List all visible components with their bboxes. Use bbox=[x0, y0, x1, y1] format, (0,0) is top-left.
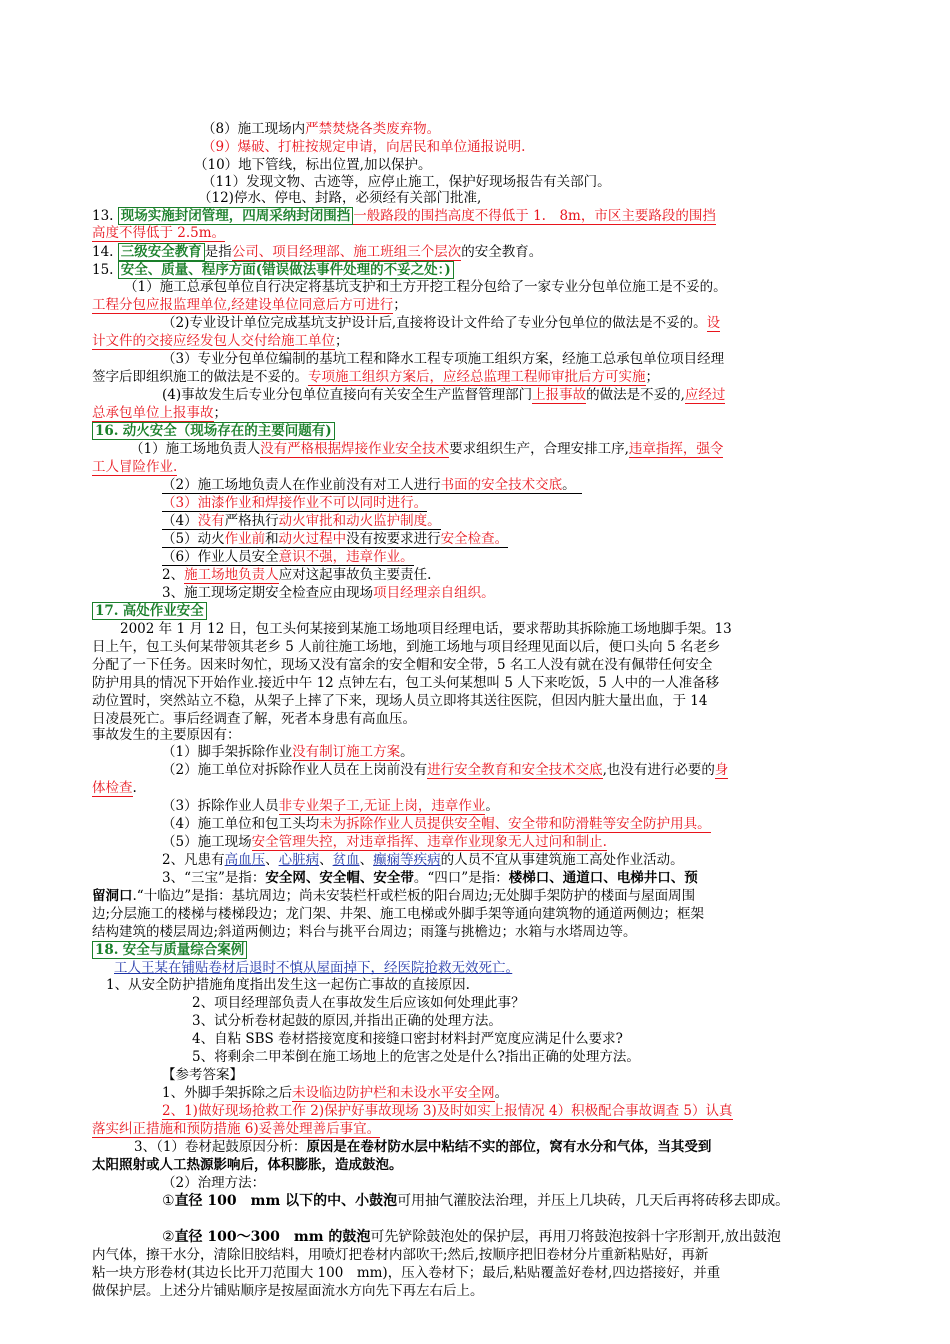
s17-point3-cont-1: 留洞口.“十临边”是指：基坑周边；尚未安装栏杆或栏板的阳台周边;无处脚手架防护的楼面与屋面周围 bbox=[92, 888, 696, 904]
s17-case-1: 2002 年 1 月 12 日，包工头何某接到某施工场地项目经理电话，要求帮助其拆除施工场地脚手架。13 bbox=[120, 621, 732, 637]
s18-method-2: ②直径 100～300 mm 的鼓泡可先铲除鼓泡处的保护层，再用刀将鼓泡按斜十字形割开,放出鼓泡 bbox=[162, 1229, 781, 1245]
s18-a3: 3、（1）卷材起鼓原因分析：原因是在卷材防水层中粘结不实的部位，窝有水分和气体，当其受到 bbox=[134, 1139, 712, 1155]
s18-method-2-cont-1: 内气体，擦干水分，清除旧胶结料，用喷灯把卷材内部吹干;然后,按顺序把旧卷材分片重新粘贴好，再新 bbox=[92, 1247, 709, 1263]
s16-p5: （5）动火作业前和动火过程中没有按要求进行安全检查。 bbox=[162, 531, 509, 547]
s18-a2-cont: 落实纠正措施和预防措施 6)妥善处理善后事宜。 bbox=[92, 1121, 381, 1137]
s17-point3: 3、“三宝”是指：安全网、安全帽、安全带。“四口”是指：楼梯口、通道口、电梯井口、预 bbox=[162, 870, 698, 886]
s18-method-2-cont-3: 做保护层。上述分片铺贴顺序是按屋面流水方向先下再左右后上。 bbox=[92, 1283, 484, 1299]
s18-q1: 1、从安全防护措施角度指出发生这一起伤亡事故的直接原因. bbox=[106, 977, 470, 993]
s15-p2-cont: 计文件的交接应经发包人交付给施工单位； bbox=[92, 333, 349, 349]
s16-point2: 2、施工场地负责人应对这起事故负主要责任. bbox=[162, 567, 432, 583]
s17-point3-cont-3: 结构建筑的楼层周边;斜道两侧边；料台与挑平台周边；雨篷与挑檐边；水箱与水塔周边等。 bbox=[92, 924, 637, 940]
s16-p4: （4）没有严格执行动火审批和动火监护制度。 bbox=[162, 513, 441, 529]
s17-case-3: 分配了一下任务。因来时匆忙，现场又没有富余的安全帽和安全带，5 名工人没有就在没有佩带任何安全 bbox=[92, 657, 713, 673]
s15-p1-cont: 工程分包应报监理单位,经建设单位同意后方可进行； bbox=[92, 297, 407, 313]
item-8: （8）施工现场内严禁焚烧各类废弃物。 bbox=[202, 121, 441, 137]
s18-q4: 4、自粘 SBS 卷材搭接宽度和接缝口密封材料封严宽度应满足什么要求? bbox=[192, 1031, 623, 1047]
s18-a2: 2、1)做好现场抢救工作 2)保护好事故现场 3)及时如实上报情况 4）积极配合事故调查 5）认真 bbox=[162, 1103, 733, 1119]
s18-a3-cont: 太阳照射或人工热源影响后，体积膨胀，造成鼓泡。 bbox=[92, 1157, 403, 1173]
s15-p1: （1）施工总承包单位自行决定将基坑支护和土方开挖工程分包给了一家专业分包单位施工是不妥的。 bbox=[124, 279, 727, 295]
s17-case-5: 动位置时，突然站立不稳，从架子上摔了下来，现场人员立即将其送往医院，但因内脏大量出血，于 14 bbox=[92, 693, 708, 709]
s16-p1-cont: 工人冒险作业. bbox=[92, 459, 178, 475]
item-9: （9）爆破、打桩按规定申请，向居民和单位通报说明. bbox=[202, 139, 526, 155]
s18-case: 工人王某在铺贴卷材后退时不慎从屋面掉下，经医院抢救无效死亡。 bbox=[114, 960, 513, 976]
item-10: （10）地下管线，标出位置,加以保护。 bbox=[194, 157, 432, 173]
s17-case-4: 防护用具的情况下开始作业.接近中午 12 点钟左右，包工头何某想叫 5 人下来吃饭，5 人中的一人准备移 bbox=[92, 675, 720, 691]
s17-point2: 2、凡患有高血压、心脏病、贫血、癫痫等疾病的人员不宜从事建筑施工高处作业活动。 bbox=[162, 852, 684, 868]
section-18: 18. 安全与质量综合案例 bbox=[92, 941, 247, 959]
s18-a1: 1、外脚手架拆除之后未设临边防护栏和未设水平安全网。 bbox=[162, 1085, 509, 1101]
s18-a3-method: （2）治理方法： bbox=[162, 1175, 266, 1191]
item-11: （11）发现文物、古迹等，应停止施工，保护好现场报告有关部门。 bbox=[202, 174, 611, 190]
s16-p6: （6）作业人员安全意识不强，违章作业。 bbox=[162, 549, 414, 565]
section-13-cont: 高度不得低于 2.5m。 bbox=[92, 225, 226, 241]
s18-answer-title: 【参考答案】 bbox=[162, 1067, 243, 1083]
section-13: 13. 现场实施封闭管理，四周采纳封闭围挡 一般路段的围挡高度不得低于 1. 8m，市区主要路段的围挡 bbox=[92, 208, 716, 224]
s17-cause-4: （4）施工单位和包工头均未为拆除作业人员提供安全帽、安全带和防滑鞋等安全防护用具。 bbox=[162, 816, 711, 832]
section-14: 14. 三级安全教育 是指公司、项目经理部、施工班组三个层次的安全教育。 bbox=[92, 244, 543, 260]
s18-method-1: ①直径 100 mm 以下的中、小鼓泡可用抽气灌胶法治理，并压上几块砖，几天后再将砖移去即成。 bbox=[162, 1193, 790, 1209]
s15-p4: (4)事故发生后专业分包单位直接向有关安全生产监督管理部门上报事故的做法是不妥的,应经过 bbox=[162, 387, 726, 403]
section-15: 15. 安全、质量、程序方面(错误做法事件处理的不妥之处：) bbox=[92, 261, 454, 279]
s15-p4-cont: 总承包单位上报事故； bbox=[92, 405, 227, 421]
s16-p2: （2）施工场地负责人在作业前没有对工人进行书面的安全技术交底。 bbox=[162, 476, 582, 494]
s18-method-2-cont-2: 粘一块方形卷材(其边长比开刀范围大 100 mm)，压入卷材下；最后,粘贴覆盖好卷材,四边搭接好，并重 bbox=[92, 1265, 721, 1281]
s17-case-6: 日凌晨死亡。事后经调查了解，死者本身患有高血压。 bbox=[92, 711, 416, 727]
s15-p3-cont: 签字后即组织施工的做法是不妥的。专项施工组织方案后，应经总监理工程师审批后方可实施； bbox=[92, 369, 659, 385]
item-12: （12)停水、停电、封路，必须经有关部门批准, bbox=[198, 190, 482, 206]
s17-cause-5: （5）施工现场安全管理失控，对违章指挥、违章作业现象无人过问和制止. bbox=[162, 834, 607, 850]
s17-point3-cont-2: 边;分层施工的楼梯与楼梯段边；龙门架、井架、施工电梯或外脚手架等通向建筑物的通道两侧边；框架 bbox=[92, 906, 705, 922]
s18-q3: 3、试分析卷材起鼓的原因,并指出正确的处理方法。 bbox=[192, 1013, 502, 1029]
s17-cause-2-cont: 体检查. bbox=[92, 780, 137, 796]
s18-q5: 5、将剩余二甲苯倒在施工场地上的危害之处是什么?指出正确的处理方法。 bbox=[192, 1049, 640, 1065]
s17-cause-2: （2）施工单位对拆除作业人员在上岗前没有进行安全教育和安全技术交底,也没有进行必要的身 bbox=[162, 762, 729, 778]
s17-cause-3: （3）拆除作业人员非专业架子工,无证上岗，违章作业。 bbox=[162, 798, 499, 814]
s16-p1: （1）施工场地负责人没有严格根据焊接作业安全技术要求组织生产，合理安排工序,违章指挥，强令 bbox=[130, 441, 724, 457]
s17-case-2: 日上午，包工头何某带领其老乡 5 人前往施工场地，到施工场地与项目经理见面以后，便口头向 5 名老乡 bbox=[92, 639, 721, 655]
s17-cause-1: （1）脚手架拆除作业没有制订施工方案。 bbox=[162, 744, 414, 760]
s17-causes-title: 事故发生的主要原因有： bbox=[92, 727, 241, 743]
s16-p3: （3）油漆作业和焊接作业不可以同时进行。 bbox=[162, 495, 428, 511]
s15-p3: （3）专业分包单位编制的基坑工程和降水工程专项施工组织方案，经施工总承包单位项目经理 bbox=[162, 351, 725, 367]
s16-point3: 3、施工现场定期安全检查应由现场项目经理亲自组织。 bbox=[162, 585, 495, 601]
s15-p2: （2)专业设计单位完成基坑支护设计后,直接将设计文件给了专业分包单位的做法是不妥的。设 bbox=[162, 315, 721, 331]
section-16: 16. 动火安全（现场存在的主要问题有) bbox=[92, 422, 335, 440]
section-17: 17. 高处作业安全 bbox=[92, 602, 207, 620]
s18-q2: 2、项目经理部负责人在事故发生后应该如何处理此事？ bbox=[192, 995, 525, 1011]
